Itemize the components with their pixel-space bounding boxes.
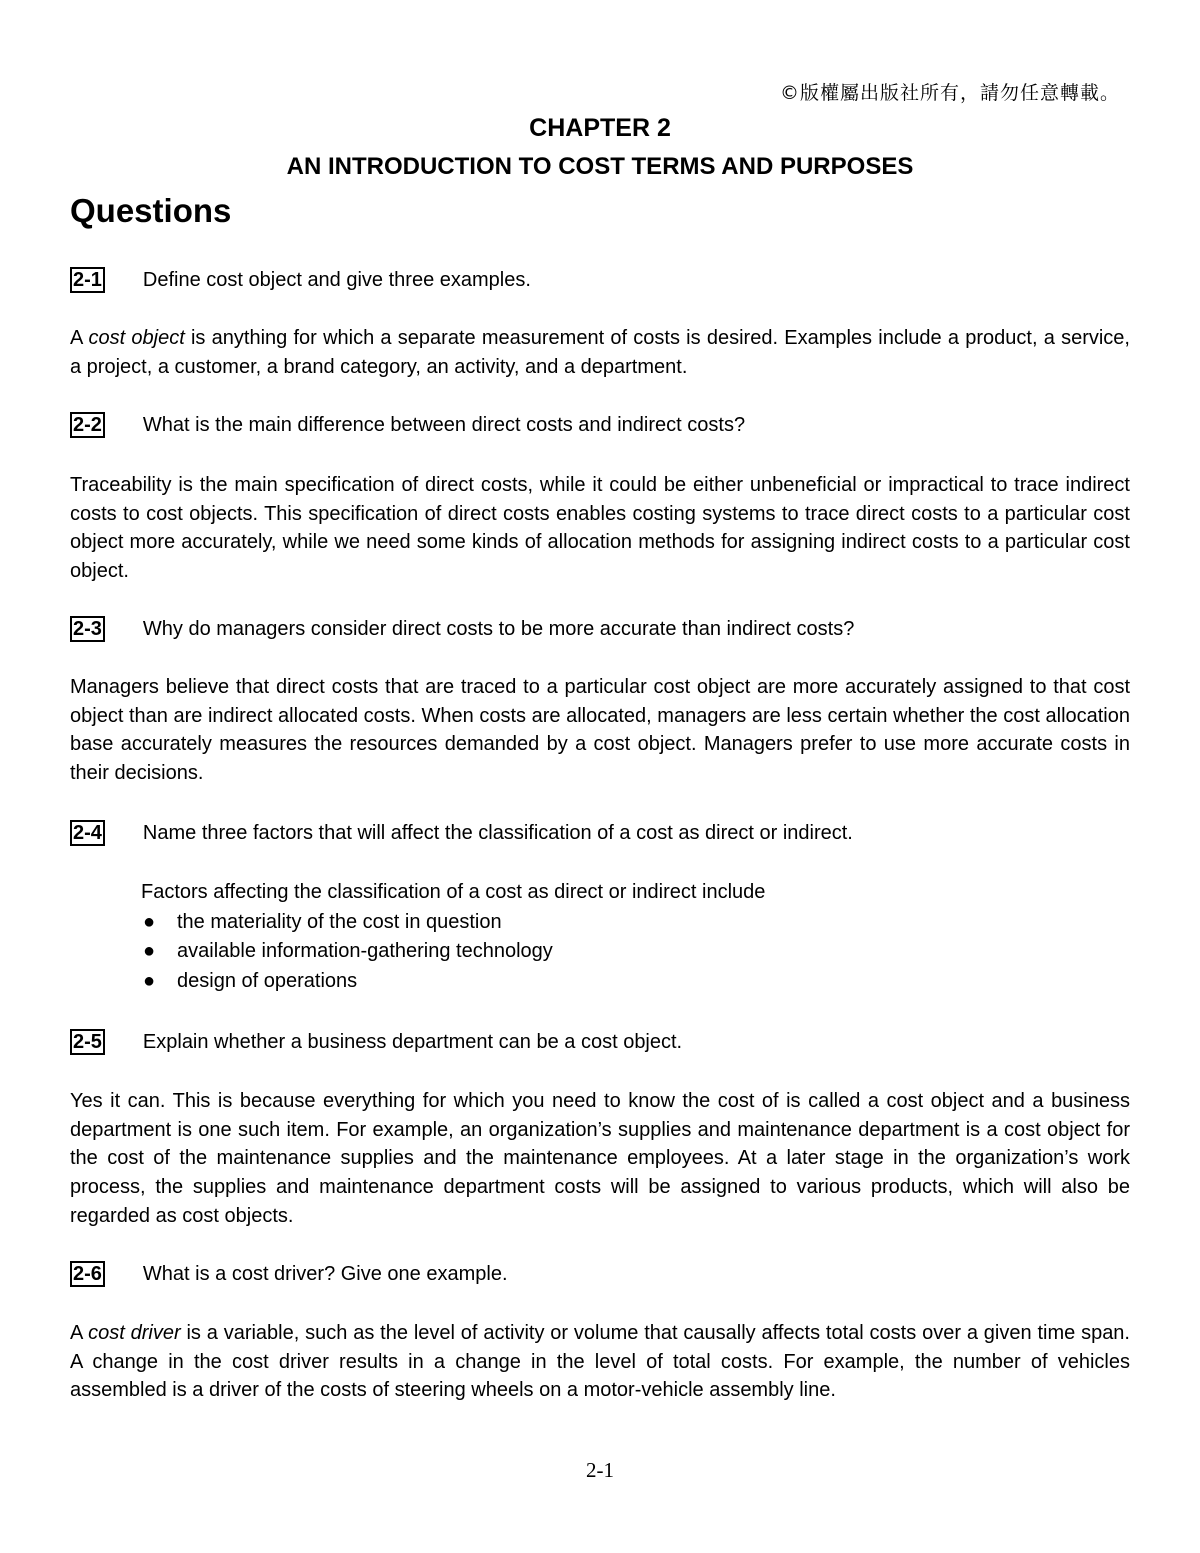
list-item: ● design of operations (141, 967, 1131, 997)
bullet-icon: ● (143, 910, 156, 933)
question-2-4 (70, 819, 1130, 848)
question-text: Explain whether a business department can be a cost object. (142, 1031, 683, 1053)
copyright-notice: ©版權屬出版社所有，請勿任意轉載。 (779, 82, 1120, 104)
question-number: 2-6 (70, 1261, 105, 1287)
answer-2-2: Traceability is the main specification of direct costs, while it could be either unbeneficial or impractical to trace indirect costs to cost objects. This specification of direct costs enables costing systems to trace direct costs to a particular cost object more accurately, while we need some kinds of allocation methods for assigning indirect costs to a particular cost object. (70, 474, 1130, 583)
answer-2-5: Yes it can. This is because everything for which you need to know the cost of is called a cost object and a business department is one such item. For example, an organization’s supplies and maintenance department is a cost object for the cost of the maintenance supplies and the maintenance employees. At a later stage in the organization’s work process, the supplies and maintenance department costs will be assigned to various products, which will also be regarded as cost objects. (70, 1090, 1130, 1227)
question-text: What is a cost driver? Give one example. (142, 1263, 508, 1285)
question-number: 2-2 (70, 412, 105, 438)
answer-2-3: Managers believe that direct costs that are traced to a particular cost object are more accurately assigned to that cost object than are indirect allocated costs. When costs are allocated, managers are less certain whether the cost allocation base accurately measures the resources demanded by a cost object. Managers prefer to use more accurate costs in their decisions. (70, 676, 1130, 785)
question-2-3 (70, 615, 1130, 644)
answer-2-1: A cost object is anything for which a separate measurement of costs is desired. Examples include a product, a service, a project, a customer, a brand category, an activity, and a department. (70, 327, 1130, 378)
answer-2-6: A cost driver is a variable, such as the level of activity or volume that causally affects total costs over a given time span. A change in the cost driver results in a change in the level of total costs. For example, the number of vehicles assembled is a driver of the costs of steering wheels on a motor-vehicle assembly line. (70, 1322, 1130, 1402)
page-number: 2-1 (586, 1458, 614, 1482)
answer-intro: Factors affecting the classification of a cost as direct or indirect include (141, 881, 766, 903)
bullet-icon: ● (143, 940, 156, 962)
question-2-5 (70, 1028, 1130, 1057)
question-2-2 (70, 411, 1130, 440)
list-item: ● available information-gathering technology (141, 937, 1131, 967)
question-2-1 (70, 266, 1130, 295)
question-number: 2-5 (70, 1029, 105, 1055)
factor-list (141, 908, 1131, 997)
question-number: 2-3 (70, 616, 105, 642)
bullet-icon: ● (143, 969, 156, 992)
section-heading: Questions (70, 192, 232, 229)
answer-2-4 (141, 878, 1131, 996)
chapter-number: CHAPTER 2 (529, 114, 671, 142)
question-number: 2-4 (70, 820, 105, 846)
question-number: 2-1 (70, 267, 105, 293)
question-text: Define cost object and give three examples. (142, 269, 531, 291)
term-cost-driver: cost driver (88, 1322, 181, 1344)
list-item: ● the materiality of the cost in question (141, 908, 1131, 938)
question-text: Name three factors that will affect the classification of a cost as direct or indirect. (142, 822, 853, 844)
question-2-6 (70, 1260, 1130, 1289)
term-cost-object: cost object (88, 327, 185, 349)
question-text: What is the main difference between direct costs and indirect costs? (142, 414, 746, 436)
chapter-title: AN INTRODUCTION TO COST TERMS AND PURPOSES (286, 153, 914, 180)
question-text: Why do managers consider direct costs to be more accurate than indirect costs? (142, 618, 855, 640)
